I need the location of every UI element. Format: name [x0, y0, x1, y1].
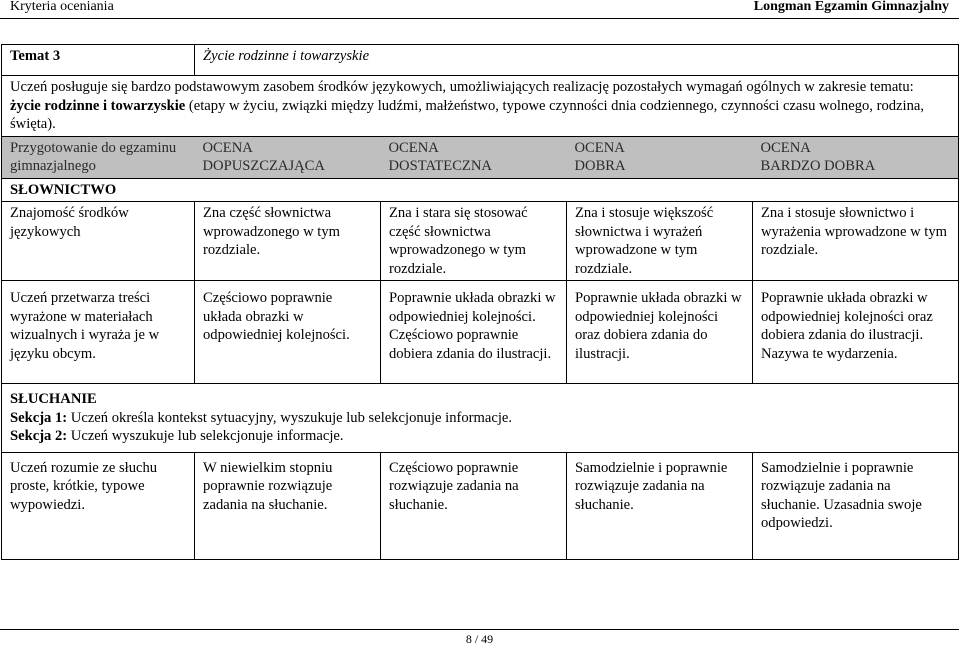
cell-skill: Uczeń rozumie ze słuchu proste, krótkie, typowe wypowiedzi.: [2, 452, 195, 559]
cell-dobra: Samodzielnie i poprawnie rozwiązuje zadania na słuchanie.: [567, 452, 753, 559]
sekcja-1-label: Sekcja 1:: [10, 409, 68, 426]
header-left: Kryteria oceniania: [10, 0, 114, 14]
description-row: [2, 76, 959, 137]
header-right: Longman Egzamin Gimnazjalny: [753, 0, 949, 14]
cell-dopuszczajaca: W niewielkim stopniu poprawnie rozwiązuje zadania na słuchanie.: [195, 452, 381, 559]
description: [2, 76, 959, 137]
grades-header-row: [2, 136, 959, 178]
cell-bardzo-dobra: Poprawnie układa obrazki w odpowiedniej kolejności oraz dobiera zdania do ilustracji. Nazywa te wydarzenia.: [753, 281, 959, 384]
description-rest: (etapy w życiu, związki między ludźmi, małżeństwo, typowe czynności dnia codziennego, czynności czasu wolnego, rodzina, święta).: [10, 97, 924, 132]
sekcja-1-text: Uczeń określa kontekst sytuacyjny, wyszukuje lub selekcjonuje informacje.: [67, 409, 512, 426]
grade-col-dopuszczajaca: [195, 136, 381, 178]
table-row: [2, 281, 959, 384]
cell-bardzo-dobra: Zna i stosuje słownictwo i wyrażenia wprowadzone w tym rozdziale.: [753, 202, 959, 281]
cell-dopuszczajaca: Zna część słownictwa wprowadzonego w tym rozdziale.: [195, 202, 381, 281]
grade-name: DOPUSZCZAJĄCA: [202, 158, 325, 174]
grade-label: OCENA: [574, 139, 625, 156]
cell-skill: Znajomość środków językowych: [2, 202, 195, 281]
page-header: [0, 0, 959, 18]
criteria-table: [1, 44, 959, 560]
grade-name: DOBRA: [574, 158, 626, 174]
cell-skill: Uczeń przetwarza treści wyrażone w materiałach wizualnych i wyraża je w języku obcym.: [2, 281, 195, 384]
cell-dostateczna: Częściowo poprawnie rozwiązuje zadania na słuchanie.: [381, 452, 567, 559]
grade-name: DOSTATECZNA: [388, 158, 492, 174]
section-vocab: SŁOWNICTWO: [2, 178, 959, 202]
description-topic-bold: życie rodzinne i towarzyskie: [10, 97, 186, 114]
page-number: 8 / 49: [465, 632, 494, 646]
cell-dostateczna: Zna i stara się stosować część słownictwa wprowadzonego w tym rozdziale.: [381, 202, 567, 281]
table-row: [2, 202, 959, 281]
grade-label: OCENA: [388, 139, 439, 156]
sekcja-2-label: Sekcja 2:: [10, 428, 68, 444]
grade-col-bardzo-dobra: [753, 136, 959, 178]
cell-dobra: Zna i stosuje większość słownictwa i wyrażeń wprowadzone w tym rozdziale.: [567, 202, 753, 281]
grade-col-dobra: [567, 136, 753, 178]
cell-dobra: Poprawnie układa obrazki w odpowiedniej kolejności oraz dobiera zdania do ilustracji.: [567, 281, 753, 384]
header-rule: [0, 18, 959, 19]
cell-dopuszczajaca: Częściowo poprawnie układa obrazki w odpowiedniej kolejności.: [195, 281, 381, 384]
topic-label: Temat 3: [2, 45, 195, 76]
topic-row: [2, 45, 959, 76]
grade-label: OCENA: [760, 139, 811, 156]
section-vocab-row: [2, 178, 959, 202]
section-listening: [2, 384, 959, 453]
grade-col-dostateczna: [381, 136, 567, 178]
section-listening-row: [2, 384, 959, 453]
section-listening-title: SŁUCHANIE: [10, 391, 97, 407]
sekcja-2-text: Uczeń wyszukuje lub selekcjonuje informacje.: [67, 428, 344, 444]
footer-rule: [0, 629, 959, 630]
description-line1: Uczeń posługuje się bardzo podstawowym zasobem środków językowych, umożliwiających realizację pozostałych wymagań ogólnych w zakresie tematu:: [10, 79, 914, 95]
grade-col-exam: Przygotowanie do egzaminu gimnazjalnego: [2, 136, 195, 178]
topic-title: Życie rodzinne i towarzyskie: [195, 45, 959, 76]
cell-bardzo-dobra: Samodzielnie i poprawnie rozwiązuje zadania na słuchanie. Uzasadnia swoje odpowiedzi.: [753, 452, 959, 559]
grade-name: BARDZO DOBRA: [760, 158, 876, 174]
grade-label: OCENA: [202, 139, 253, 156]
table-row: [2, 452, 959, 559]
cell-dostateczna: Poprawnie układa obrazki w odpowiedniej kolejności. Częściowo poprawnie dobiera zdania do ilustracji.: [381, 281, 567, 384]
